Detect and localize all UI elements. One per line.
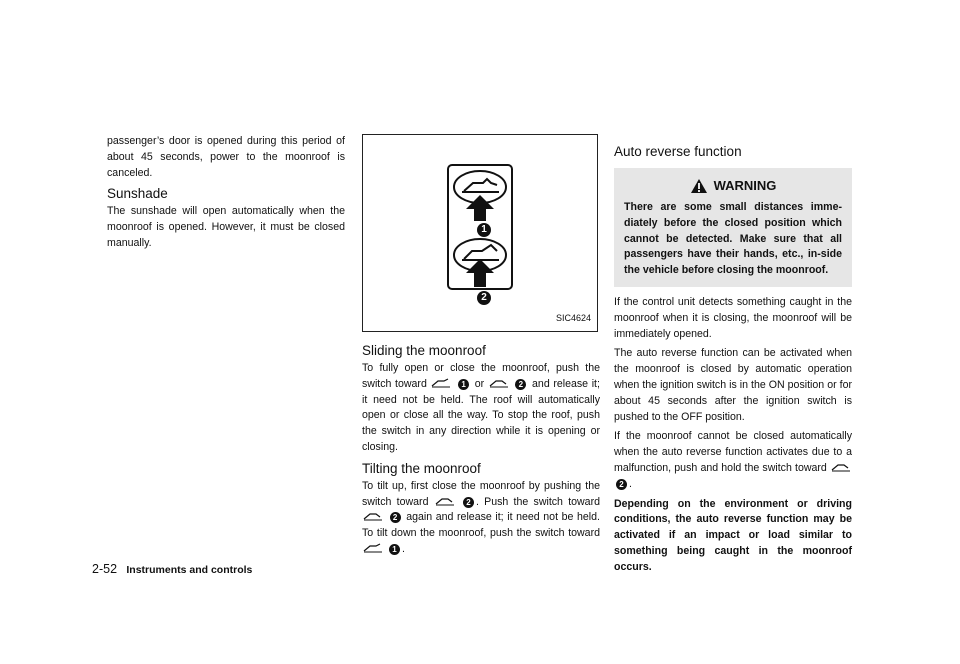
- circled-two: 2: [515, 379, 526, 390]
- figure-code: SIC4624: [555, 313, 591, 324]
- figure-label-1: 1: [477, 223, 491, 237]
- section-title-sunshade: Sunshade: [107, 186, 168, 202]
- circled-one: 1: [389, 544, 400, 555]
- circled-two: 2: [616, 479, 627, 490]
- column-left: [107, 134, 345, 256]
- sliding-paragraph: To fully open or close the moonroof, push the switch toward 1 or 2 and release it; it need not be held. The roof will automatically open or close all the way. To stop the roof, push the switch in any direction while it is opening or closing.: [362, 362, 600, 453]
- section-title-auto-reverse: Auto reverse function: [614, 144, 742, 159]
- moonroof-tilt-icon: [830, 462, 852, 472]
- moonroof-tilt-icon: [488, 378, 510, 388]
- warning-header: [624, 178, 842, 194]
- moonroof-tilt-icon: [362, 511, 384, 521]
- sunshade-paragraph: The sunshade will open automatically when the moonroof is opened. However, it must be closed manually.: [107, 205, 345, 249]
- moonroof-tilt-icon: [434, 496, 456, 506]
- page-number: 2-52: [92, 562, 118, 576]
- moonroof-slide-icon: [362, 543, 384, 553]
- tilting-paragraph: To tilt up, first close the moonroof by pushing the switch toward 2 . Push the switch toward 2 again and release it; it need not be held. To tilt down the moonroof, push the switch toward 1 .: [362, 479, 600, 555]
- section-title-sliding: Sliding the moonroof: [362, 343, 486, 358]
- figure-label-2: 2: [477, 291, 491, 305]
- section-title-tilting: Tilting the moonroof: [362, 460, 481, 476]
- continuation-paragraph: passenger’s door is opened during this period of about 45 seconds, power to the moonroof is canceled.: [107, 135, 345, 179]
- warning-title: WARNING: [713, 178, 777, 193]
- moonroof-switch-figure: [362, 134, 598, 332]
- warning-triangle-icon: [690, 178, 708, 194]
- circled-two: 2: [463, 497, 474, 508]
- chapter-title: Instruments and controls: [126, 564, 253, 576]
- auto-reverse-paragraph-4: Depending on the environment or driving conditions, the auto reverse function may be activated if an impact or load similar to something being caught in the moonroof occurs.: [614, 497, 852, 573]
- auto-reverse-paragraph-1: If the control unit detects something caught in the moonroof when it is closing, the moonroof will be immediately opened.: [614, 295, 852, 340]
- moonroof-slide-icon: [430, 378, 452, 388]
- page-footer: [92, 562, 252, 576]
- circled-one: 1: [458, 379, 469, 390]
- warning-body: There are some small distances imme-diately before the closed position which cannot be detected. Make sure that all passengers have their hands, etc., in-side the vehicle before closing the moonroof.: [624, 201, 842, 277]
- circled-two: 2: [390, 512, 401, 523]
- warning-box: [614, 168, 852, 287]
- column-right: [614, 140, 852, 580]
- auto-reverse-paragraph-2: The auto reverse function can be activated when the moonroof is closed by automatic operation when the ignition switch is in the ON position or for about 45 seconds after the ignition switch is pushed to the OFF position.: [614, 347, 852, 423]
- column-middle: [362, 134, 600, 562]
- auto-reverse-paragraph-3: If the moonroof cannot be closed automatically when the auto reverse function activates due to a malfunction, push and hold the switch toward 2 .: [614, 430, 852, 490]
